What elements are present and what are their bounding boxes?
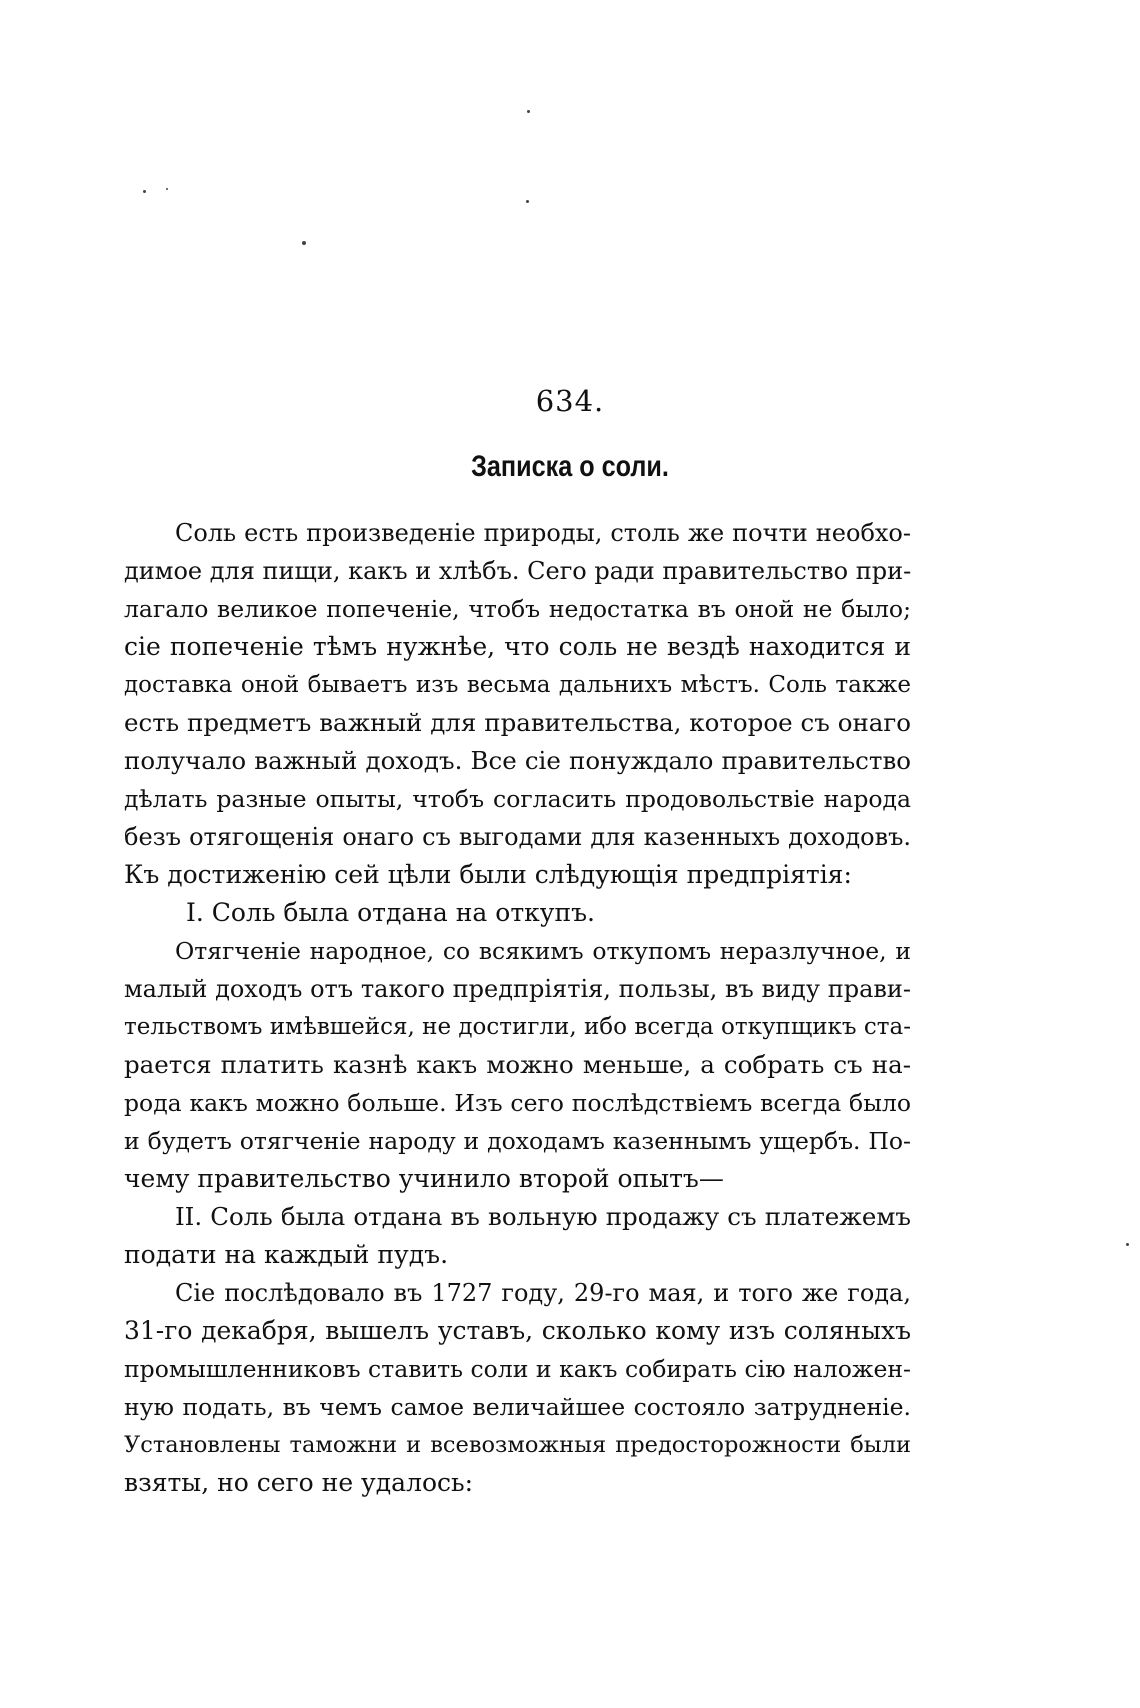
text-line: сiе попеченiе тѣмъ нужнѣе, что соль не вездѣ находится и [124,632,911,661]
text-line: чему правительство учинило второй опытъ— [124,1164,724,1193]
speck [526,200,529,203]
text-line: безъ отягощенiя онаго съ выгодами для казенныхъ доходовъ. [124,823,911,851]
text-line: тельствомъ имѣвшейся, не достигли, ибо всегда откупщикъ ста- [124,1014,911,1040]
text-line: лагало великое попеченiе, чтобъ недостатка въ оной не было; [124,595,911,623]
text-line: взяты, но сего не удалось: [124,1468,474,1497]
text-line: рается платить казнѣ какъ можно меньше, а собрать съ на- [124,1050,911,1079]
document-title: Записка о соли. [471,450,669,483]
text-line: рода какъ можно больше. Изъ сего послѣдствiемъ всегда было [124,1089,911,1117]
text-line: промышленниковъ ставить соли и какъ собирать сiю наложен- [124,1355,911,1383]
text-line: Къ достиженiю сей цѣли были слѣдующiя предпрiятiя: [124,860,852,889]
text-line: Установлены таможни и всевозможныя предосторожности были [124,1432,911,1458]
document-number: 634. [535,384,605,418]
speck [302,241,306,245]
text-line: малый доходъ отъ такого предпрiятiя, пользы, въ виду прави- [124,975,911,1003]
text-line: доставка оной бываетъ изъ весьма дальнихъ мѣстъ. Соль также [124,672,911,698]
text-line: Сiе послѣдовало въ 1727 году, 29-го мая, и того же года, [175,1279,911,1307]
text-line: дѣлать разные опыты, чтобъ согласить продовольствiе народа [124,785,911,813]
text-line: Соль есть произведенiе природы, столь же почти необхо- [175,519,911,547]
speck [166,188,168,190]
text-line: ную подать, въ чемъ самое величайшее состояло затрудненiе. [124,1393,911,1421]
speck [527,110,530,113]
text-line: получало важный доходъ. Все сiе понуждало правительство [124,746,911,775]
text-line: и будетъ отягченiе народу и доходамъ казеннымъ ущербъ. По- [124,1127,911,1155]
text-line: димое для пищи, какъ и хлѣбъ. Сего ради правительство при- [124,557,912,585]
section-heading: I. Соль была отдана на откупъ. [186,898,596,927]
text-line: есть предметъ важный для правительства, которое съ онаго [124,708,911,737]
text-line: 31-го декабря, вышелъ уставъ, сколько кому изъ соляныхъ [124,1316,911,1345]
speck [143,190,146,193]
text-line: подати на каждый пудъ. [124,1240,449,1269]
speck [1126,1243,1129,1246]
text-line: Отягченiе народное, со всякимъ откупомъ неразлучное, и [175,937,911,965]
section-heading: II. Соль была отдана въ вольную продажу съ платежемъ [175,1202,911,1231]
